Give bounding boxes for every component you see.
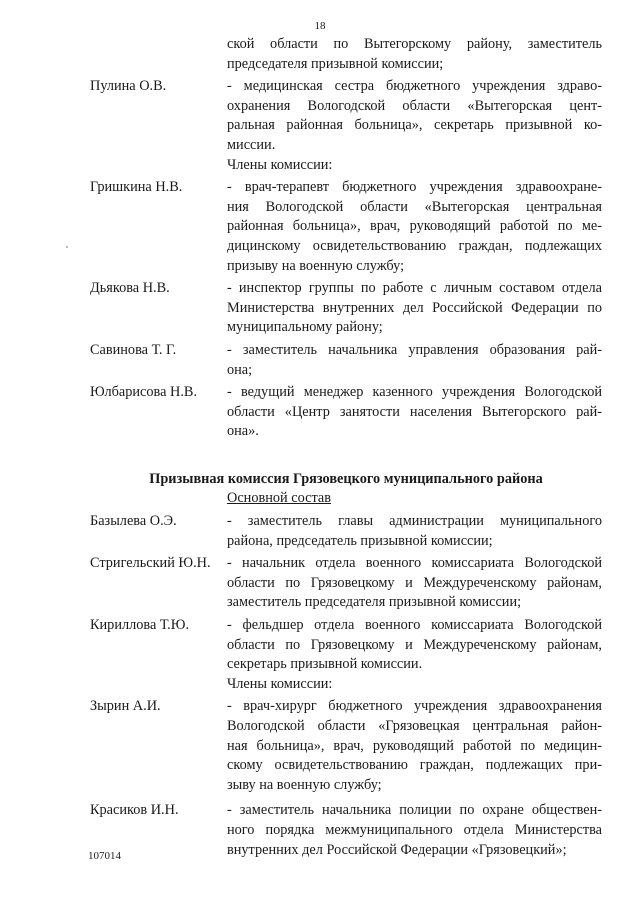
entry-name: Гришкина Н.В. <box>90 179 183 196</box>
description-line: ральная районная больница», секретарь призывной ко- <box>227 117 602 134</box>
description-line: заместитель председателя призывной комиссии; <box>227 594 522 611</box>
description-line: миссии. <box>227 136 276 153</box>
entry-name: Красиков И.Н. <box>90 802 179 819</box>
description-line: области по Грязовецкому и Междуреченскому районам, <box>227 636 602 653</box>
description-line: - фельдшер отдела военного комиссариата Вологодской <box>227 617 602 634</box>
margin-mark <box>66 246 68 248</box>
entry-description <box>227 383 602 442</box>
description-line: области по Грязовецкому и Междуреченскому районам, <box>227 574 602 591</box>
entry-description <box>227 616 602 675</box>
entry-description <box>227 279 602 338</box>
entry-description <box>227 554 602 613</box>
secretary-entry <box>90 77 602 155</box>
description-line: области «Центр занятости населения Вытегорского рай- <box>227 403 602 420</box>
description-line: района, председатель призывной комиссии; <box>227 532 493 549</box>
description-line: Министерства внутренних дел Российской Федерации по <box>227 299 602 316</box>
description-line: внутренних дел Российской Федерации «Грязовецкий»; <box>227 841 567 858</box>
entry-name: Пулина О.В. <box>90 78 167 95</box>
description-line: - начальник отдела военного комиссариата Вологодской <box>227 555 602 572</box>
entry-name: Стригельский Ю.Н. <box>90 555 211 572</box>
core-entry <box>90 616 602 675</box>
commission-heading: Призывная комиссия Грязовецкого муниципального района <box>149 470 543 487</box>
document-code: 107014 <box>88 850 121 862</box>
description-line: - заместитель начальника управления образования рай- <box>227 341 602 358</box>
member-entry <box>90 178 602 276</box>
entry-name: Дьякова Н.В. <box>90 280 170 297</box>
description-line: ного порядка межмуниципального отдела Министерства <box>227 821 602 838</box>
description-line: Вологодской области «Грязовецкая центральная район- <box>227 718 602 734</box>
member-entry <box>90 801 602 860</box>
description-line: - ведущий менеджер казенного учреждения Вологодской <box>227 384 602 401</box>
entry-description <box>227 77 602 155</box>
document-body <box>90 35 602 860</box>
entry-name: Кириллова Т.Ю. <box>90 617 190 634</box>
description-line: скому освидетельствованию граждан, подлежащих при- <box>227 757 602 774</box>
member-entry <box>90 279 602 338</box>
member-entry <box>90 697 602 795</box>
core-entry <box>90 512 602 551</box>
description-line: - врач-терапевт бюджетного учреждения здравоохране- <box>227 179 602 196</box>
description-line: - медицинская сестра бюджетного учреждения здраво- <box>227 78 602 95</box>
description-line: районная больница», врач, руководящий работой по ме- <box>227 218 602 235</box>
entry-name <box>90 35 227 74</box>
description-line: председателя призывной комиссии; <box>227 55 444 72</box>
entry-name: Юлбарисова Н.В. <box>90 384 198 401</box>
description-line: охранения Вологодской области «Вытегорская цент- <box>227 97 602 114</box>
member-entry <box>90 341 602 380</box>
page-number: 18 <box>314 20 326 32</box>
description-line: ской области по Вытегорскому району, заместитель <box>227 36 602 52</box>
entry-description <box>227 801 602 860</box>
description-line: она». <box>227 423 259 440</box>
core-composition-subheading: Основной состав <box>227 490 331 507</box>
description-line: секретарь призывной комиссии. <box>227 656 423 673</box>
entry-name: Зырин А.И. <box>90 698 161 715</box>
description-line: муниципальному району; <box>227 319 383 336</box>
core-entry <box>90 554 602 613</box>
description-line: ния Вологодской области «Вытегорская центральная <box>227 198 602 215</box>
entry-description <box>227 341 602 380</box>
members-label: Члены комиссии: <box>227 675 333 692</box>
member-entry <box>90 383 602 442</box>
description-line: она; <box>227 361 253 378</box>
description-line: ная больница», врач, руководящий работой по медицин- <box>227 737 602 754</box>
description-line: - инспектор группы по работе с личным составом отдела <box>227 280 602 297</box>
description-line: дицинскому освидетельствованию граждан, подлежащих <box>227 237 602 254</box>
entry-name: Базылева О.Э. <box>90 513 177 530</box>
entry-description <box>227 512 602 551</box>
description-line: призыву на военную службу; <box>227 257 405 274</box>
description-line: - врач-хирург бюджетного учреждения здравоохранения <box>227 698 602 715</box>
entry-name: Савинова Т. Г. <box>90 341 177 358</box>
members-label: Члены комиссии: <box>227 156 333 173</box>
entry-description <box>227 35 602 74</box>
intro-entry <box>90 35 602 74</box>
description-line: - заместитель начальника полиции по охране обществен- <box>227 802 602 819</box>
description-line: - заместитель главы администрации муниципального <box>227 513 602 530</box>
entry-description <box>227 178 602 276</box>
description-line: зыву на военную службу; <box>227 776 382 793</box>
entry-description <box>227 697 602 795</box>
